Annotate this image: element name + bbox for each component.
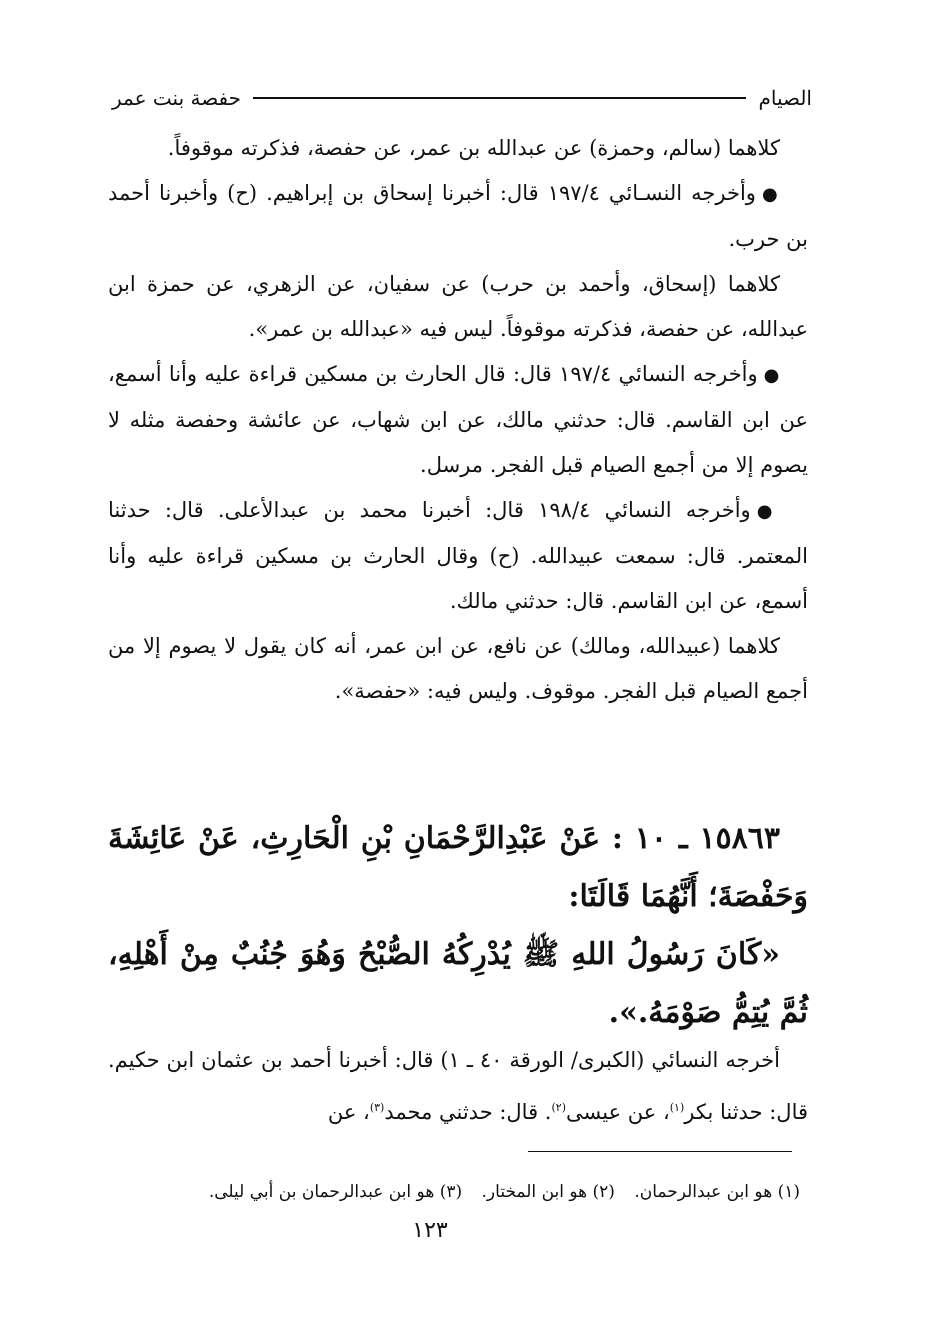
running-header — [112, 80, 812, 116]
paragraph: ● وأخرجه النسائي ١٩٧/٤ قال: قال الحارث بن مسكين قراءة عليه وأنا أسمع، عن ابن القاسم. قال: حدثني مالك، عن ابن شهاب، عن عائشة وحفصة مثله لا يصوم إلا من أجمع الصيام قبل الفجر. مرسل. — [108, 352, 808, 488]
section-title: الصيام — [758, 86, 812, 110]
main-text — [108, 126, 808, 714]
source-text — [108, 1036, 808, 1136]
footnote-ref: (٢) — [551, 1101, 566, 1114]
source-part: ، عن عيسى — [566, 1100, 670, 1124]
source-part: أخرجه النسائي (الكبرى/ الورقة ٤٠ ـ ١) قال: أخبرنا أحمد بن عثمان ابن حكيم. قال: حدثنا بكر — [108, 1048, 808, 1124]
hadith-intro: ١٥٨٦٣ ـ ١٠ : عَنْ عَبْدِالرَّحْمَانِ بْنِ الْحَارِثِ، عَنْ عَائِشَةَ وَحَفْصَةَ؛ أَنَّهُمَا قَالَتَا: — [108, 821, 808, 914]
source-paragraph — [108, 1036, 808, 1136]
paragraph: كلاهما (إسحاق، وأحمد بن حرب) عن سفيان، عن الزهري، عن حمزة ابن عبدالله، عن حفصة، فذكرته موقوفاً. ليس فيه «عبدالله بن عمر». — [108, 272, 808, 341]
paragraph: ● وأخرجه النسائي ١٩٨/٤ قال: أخبرنا محمد بن عبدالأعلى. قال: حدثنا المعتمر. قال: سمعت عبيدالله. (ح) وقال الحارث بن مسكين قراءة عليه وأنا أسمع، عن ابن القاسم. قال: حدثني مالك. — [108, 488, 808, 624]
book-title: حفصة بنت عمر — [112, 86, 242, 110]
header-rule — [253, 97, 746, 99]
footnote-divider — [528, 1151, 792, 1152]
paragraph: ● وأخرجه النسـائي ١٩٧/٤ قال: أخبرنا إسحاق بن إبراهيم. (ح) وأخبرنا أحمد بن حرب. — [108, 171, 808, 262]
source-part: ، عن — [327, 1100, 370, 1124]
footnote-ref: (١) — [669, 1101, 685, 1114]
footnotes — [40, 1178, 800, 1206]
paragraph: كلاهما (سالم، وحمزة) عن عبدالله بن عمر، عن حفصة، فذكرته موقوفاً. — [167, 136, 780, 160]
hadith-block — [108, 810, 808, 1042]
paragraph: كلاهما (عبيدالله، ومالك) عن نافع، عن ابن عمر، أنه كان يقول لا يصوم إلا من أجمع الصيام قبل الفجر. موقوف. وليس فيه: «حفصة». — [108, 634, 808, 703]
source-part: . قال: حدثني محمد — [384, 1100, 552, 1124]
footnote: (١) هو ابن عبدالرحمان. — [634, 1182, 800, 1202]
hadith-text: «كَانَ رَسُولُ اللهِ ﷺ يُدْرِكُهُ الصُّبْحُ وَهُوَ جُنُبٌ مِنْ أَهْلِهِ، ثُمَّ يُتِمُّ صَوْمَهُ.». — [108, 937, 808, 1030]
page-number: ١٢٣ — [412, 1218, 448, 1243]
footnote: (٣) هو ابن عبدالرحمان بن أبي ليلى. — [208, 1182, 463, 1202]
footnote: (٢) هو ابن المختار. — [481, 1182, 615, 1202]
footnote-ref: (٣) — [369, 1101, 385, 1114]
